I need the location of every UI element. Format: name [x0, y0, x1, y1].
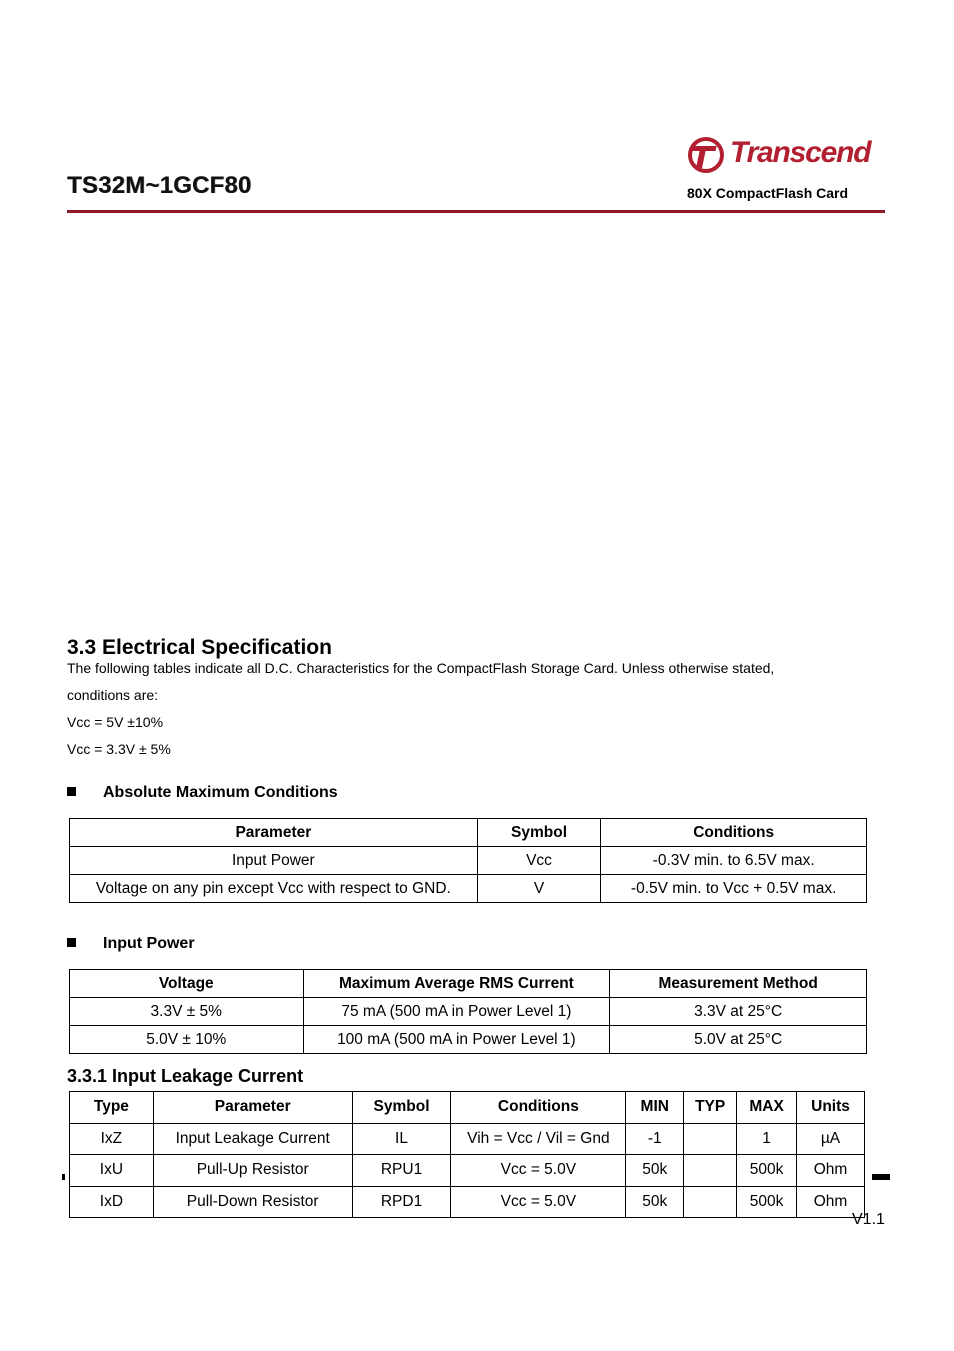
table-cell: 75 mA (500 mA in Power Level 1) — [303, 998, 610, 1026]
table-cell: -0.3V min. to 6.5V max. — [601, 847, 867, 875]
intro-text-line1: The following tables indicate all D.C. Characteristics for the CompactFlash Storage Card. Unless otherwise stated, — [67, 660, 775, 676]
column-header: Parameter — [70, 819, 478, 847]
table-cell: Ohm — [797, 1155, 865, 1187]
table-cell: Vcc = 5.0V — [451, 1155, 626, 1187]
table-cell: Vih = Vcc / Vil = Gnd — [451, 1123, 626, 1155]
table-cell: Vcc = 5.0V — [451, 1186, 626, 1218]
table-cell: Input Leakage Current — [153, 1123, 352, 1155]
table-cell: IL — [352, 1123, 451, 1155]
table-row — [70, 875, 867, 903]
table-row — [70, 1186, 865, 1218]
input-power-table — [69, 969, 867, 1054]
brand-name: Transcend — [730, 136, 871, 169]
table-cell: 50k — [626, 1155, 684, 1187]
table-cell — [684, 1155, 737, 1187]
column-header: MAX — [737, 1092, 797, 1124]
table-row — [70, 998, 867, 1026]
column-header: Type — [70, 1092, 154, 1124]
leakage-section-title: 3.3.1 Input Leakage Current — [67, 1066, 304, 1086]
table-cell: µA — [797, 1123, 865, 1155]
column-header: Symbol — [352, 1092, 451, 1124]
table-header-row — [70, 970, 867, 998]
column-header: Maximum Average RMS Current — [303, 970, 610, 998]
footer-rule-right-fragment — [872, 1174, 890, 1180]
column-header: Conditions — [451, 1092, 626, 1124]
absolute-max-table — [69, 818, 867, 903]
table-cell — [684, 1123, 737, 1155]
absolute-max-heading — [67, 784, 338, 802]
table-cell: IxU — [70, 1155, 154, 1187]
table-cell: -0.5V min. to Vcc + 0.5V max. — [601, 875, 867, 903]
table-cell — [684, 1186, 737, 1218]
table-cell: Voltage on any pin except Vcc with respect to GND. — [70, 875, 478, 903]
table-cell: Input Power — [70, 847, 478, 875]
footer-rule-left-fragment — [62, 1174, 65, 1180]
square-bullet-icon — [67, 787, 76, 796]
table-row — [70, 1026, 867, 1054]
column-header: Conditions — [601, 819, 867, 847]
table-cell: IxZ — [70, 1123, 154, 1155]
intro-text-line2: conditions are: — [67, 687, 159, 703]
version-label: V1.1 — [852, 1211, 885, 1228]
input-leakage-table — [69, 1091, 865, 1218]
section-title: 3.3 Electrical Specification — [67, 636, 332, 659]
table-cell: 5.0V at 25°C — [610, 1026, 867, 1054]
table-cell: 500k — [737, 1186, 797, 1218]
column-header: Symbol — [477, 819, 601, 847]
column-header: Voltage — [70, 970, 304, 998]
table-cell: 500k — [737, 1155, 797, 1187]
table-cell: 100 mA (500 mA in Power Level 1) — [303, 1026, 610, 1054]
column-header: Parameter — [153, 1092, 352, 1124]
document-model-title: TS32M~1GCF80 — [67, 172, 252, 199]
transcend-logo — [686, 135, 882, 175]
table-cell: 3.3V at 25°C — [610, 998, 867, 1026]
transcend-logo-icon — [686, 135, 726, 175]
column-header: MIN — [626, 1092, 684, 1124]
table-cell: -1 — [626, 1123, 684, 1155]
column-header: Measurement Method — [610, 970, 867, 998]
table-cell: Vcc — [477, 847, 601, 875]
header-divider — [67, 210, 885, 213]
table-cell: Ohm — [797, 1186, 865, 1218]
table-cell: RPU1 — [352, 1155, 451, 1187]
table-cell: 50k — [626, 1186, 684, 1218]
column-header: TYP — [684, 1092, 737, 1124]
input-power-heading-label: Input Power — [103, 935, 195, 952]
table-cell: 5.0V ± 10% — [70, 1026, 304, 1054]
table-cell: RPD1 — [352, 1186, 451, 1218]
column-header: Units — [797, 1092, 865, 1124]
table-header-row — [70, 1092, 865, 1124]
vcc-condition-5v: Vcc = 5V ±10% — [67, 714, 164, 730]
table-cell: 3.3V ± 5% — [70, 998, 304, 1026]
table-row — [70, 1155, 865, 1187]
square-bullet-icon — [67, 938, 76, 947]
absolute-max-heading-label: Absolute Maximum Conditions — [103, 784, 338, 801]
table-row — [70, 1123, 865, 1155]
product-subtitle: 80X CompactFlash Card — [687, 185, 849, 201]
table-cell: IxD — [70, 1186, 154, 1218]
table-cell: V — [477, 875, 601, 903]
input-power-heading — [67, 935, 195, 953]
table-header-row — [70, 819, 867, 847]
table-row — [70, 847, 867, 875]
table-cell: Pull-Up Resistor — [153, 1155, 352, 1187]
table-cell: Pull-Down Resistor — [153, 1186, 352, 1218]
table-cell: 1 — [737, 1123, 797, 1155]
vcc-condition-3v3: Vcc = 3.3V ± 5% — [67, 741, 171, 757]
